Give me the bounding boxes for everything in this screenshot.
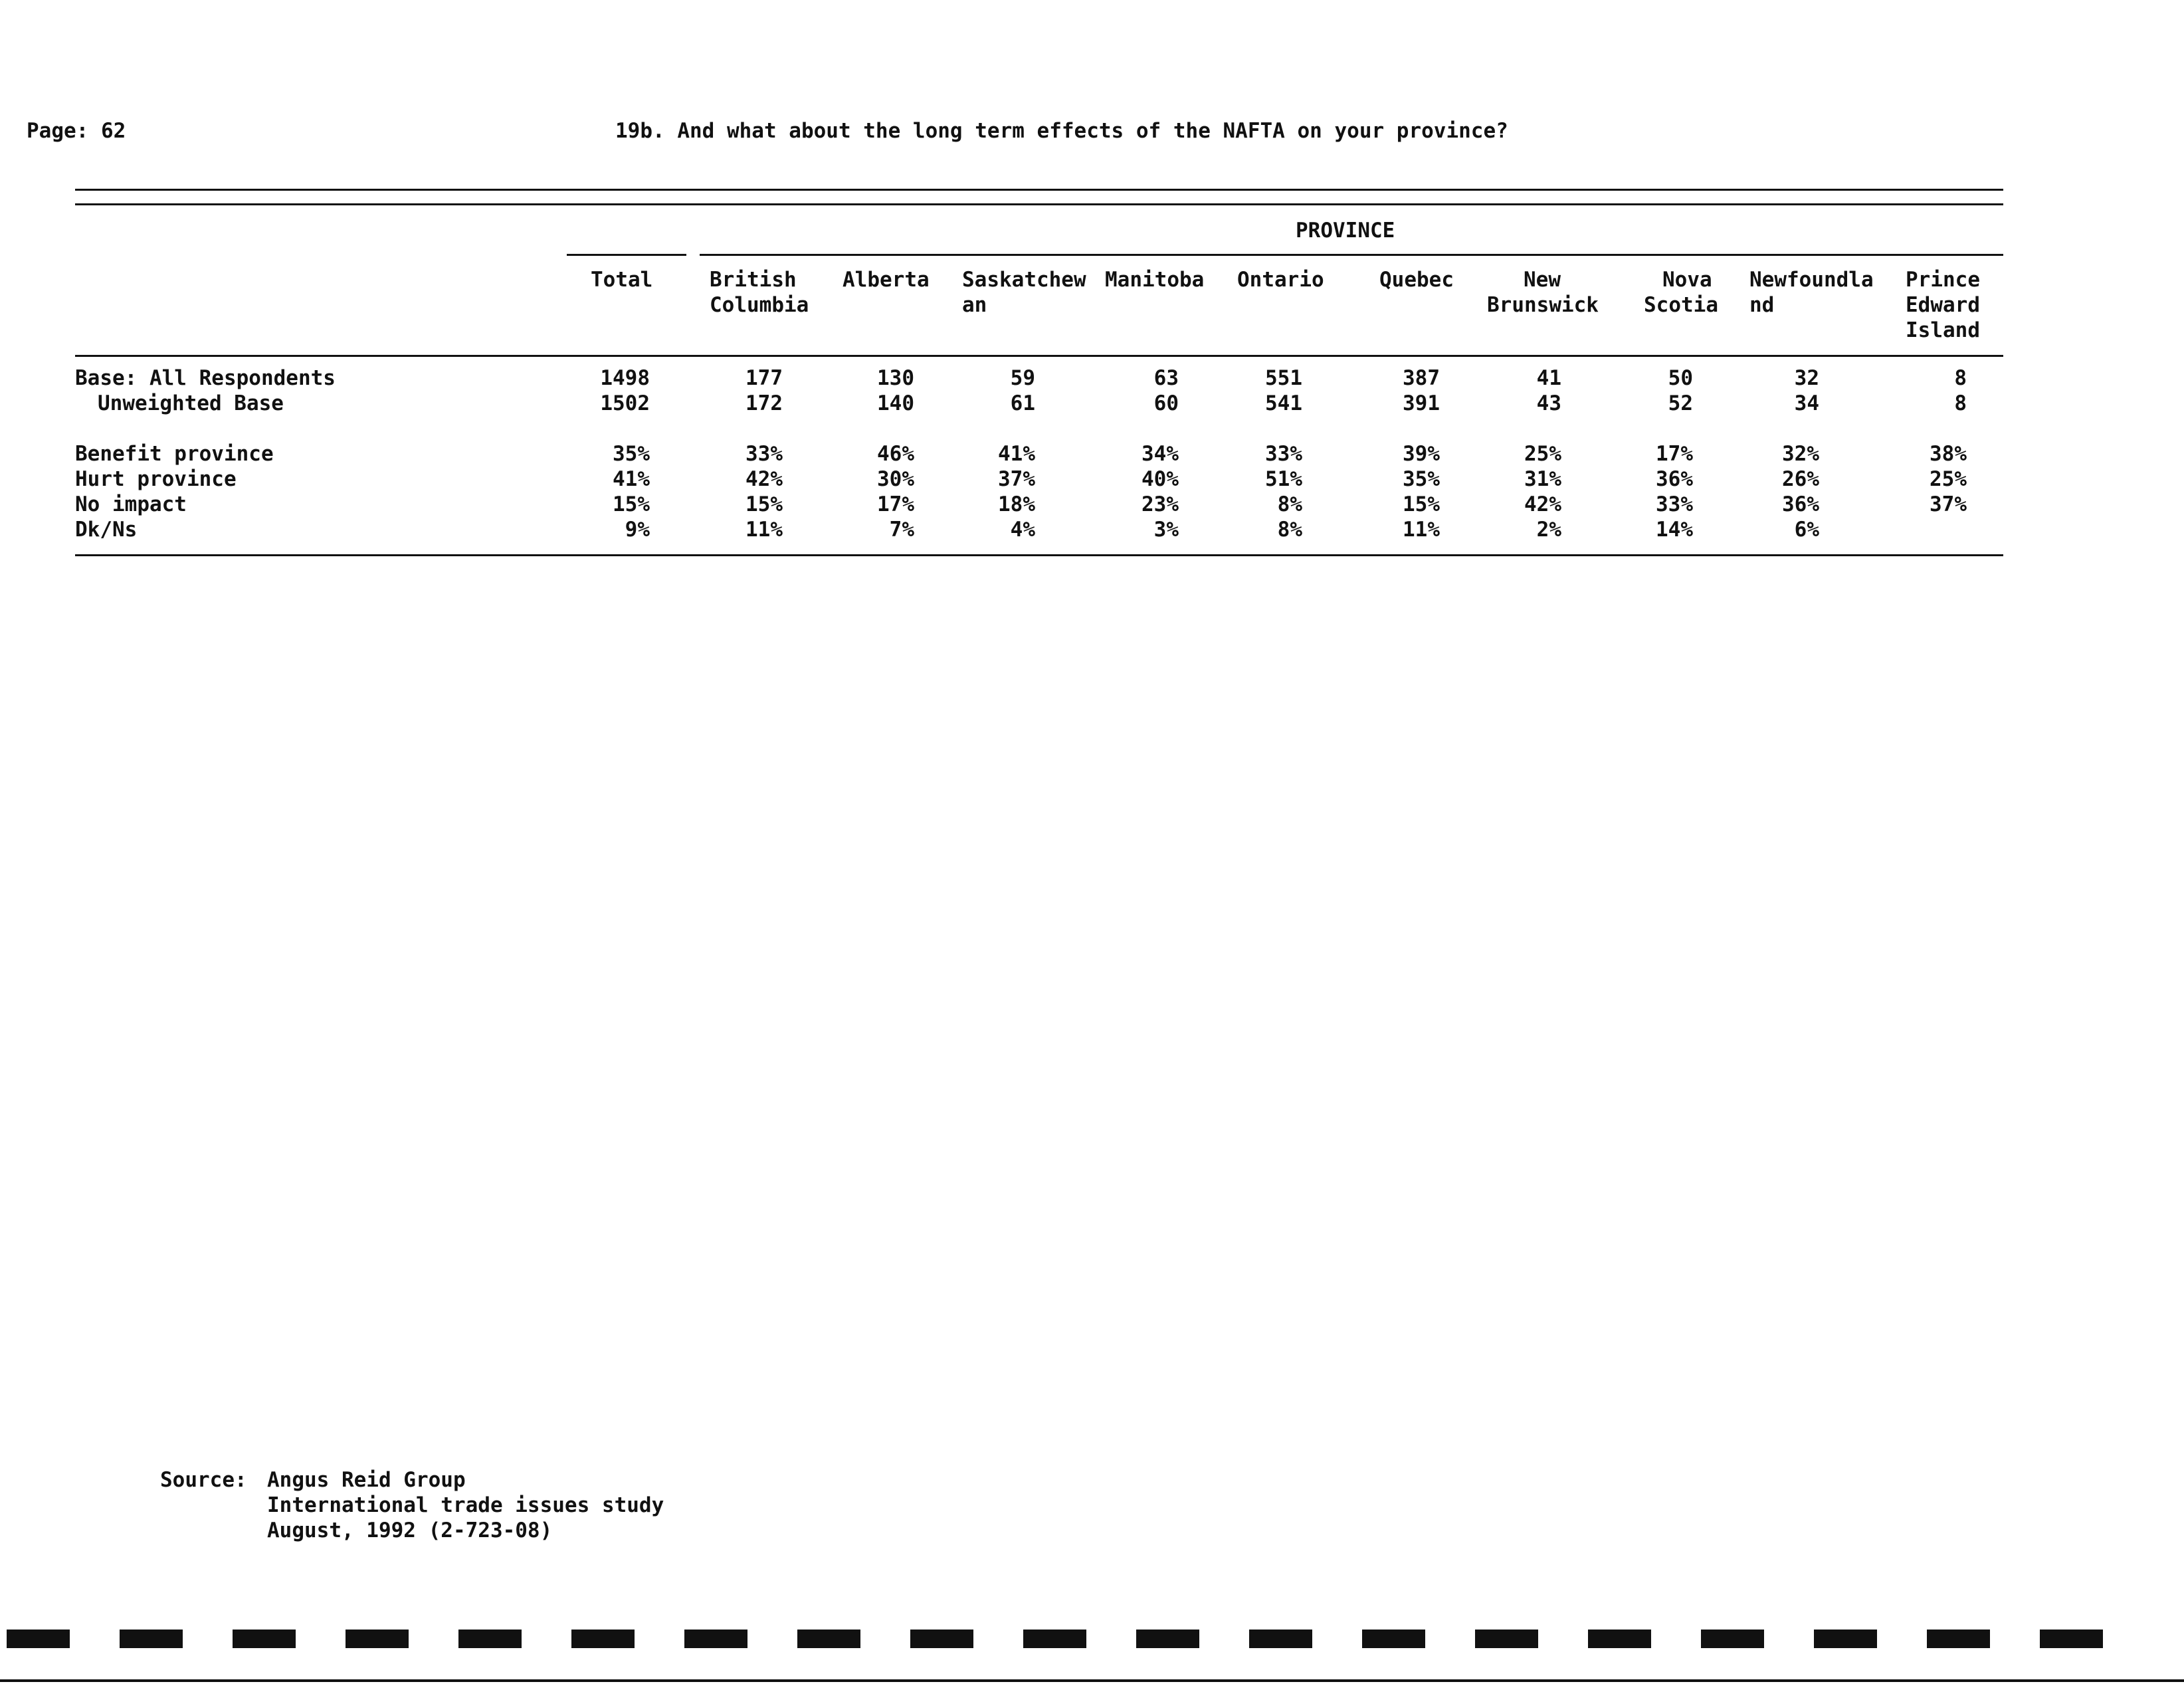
- scan-mark: [797, 1630, 860, 1648]
- table-cell: 35%: [1403, 467, 1440, 491]
- table-cell: 25%: [1524, 442, 1561, 466]
- scan-mark: [1136, 1630, 1199, 1648]
- col-header-alberta: Alberta: [843, 268, 930, 292]
- table-cell: 43: [1536, 391, 1561, 415]
- table-cell: 9%: [625, 518, 650, 542]
- col-header-total: Total: [591, 268, 653, 292]
- col-header-quebec: Quebec: [1379, 268, 1454, 292]
- col-header-nova-scotia-line2: Scotia: [1644, 293, 1718, 317]
- page-number: Page: 62: [27, 119, 126, 143]
- table-cell: 8: [1954, 391, 1967, 415]
- response-row-label: No impact: [75, 492, 187, 516]
- table-cell: 31%: [1524, 467, 1561, 491]
- response-row-label: Dk/Ns: [75, 518, 138, 542]
- scan-mark: [458, 1630, 522, 1648]
- page-bottom-edge: [0, 1679, 2184, 1682]
- table-cell: 41%: [998, 442, 1035, 466]
- table-cell: 63: [1153, 366, 1179, 390]
- table-cell: 35%: [613, 442, 650, 466]
- table-cell: 17%: [877, 492, 914, 516]
- table-cell: 177: [745, 366, 783, 390]
- table-cell: 25%: [1930, 467, 1967, 491]
- table-cell: 41%: [613, 467, 650, 491]
- table-cell: 391: [1403, 391, 1440, 415]
- scan-mark: [120, 1630, 183, 1648]
- col-header-ontario: Ontario: [1237, 268, 1324, 292]
- table-cell: 172: [745, 391, 783, 415]
- base-row-label: Base: All Respondents: [75, 366, 336, 390]
- col-header-new-brunswick: New: [1524, 268, 1561, 292]
- scan-mark: [1927, 1630, 1990, 1648]
- response-row-label: Benefit province: [75, 442, 274, 466]
- table-cell: 1502: [600, 391, 650, 415]
- table-cell: 36%: [1782, 492, 1819, 516]
- table-cell: 46%: [877, 442, 914, 466]
- table-cell: 36%: [1656, 467, 1693, 491]
- table-cell: 1498: [600, 366, 650, 390]
- top-rule-second: [75, 203, 2003, 205]
- col-header-prince-edward-island-line3: Island: [1906, 318, 1980, 342]
- table-cell: 14%: [1656, 518, 1693, 542]
- table-cell: 32: [1794, 366, 1819, 390]
- unweighted-base-row-label: Unweighted Base: [98, 391, 284, 415]
- table-cell: 60: [1153, 391, 1179, 415]
- top-rule: [75, 189, 2003, 191]
- table-cell: 4%: [1010, 518, 1035, 542]
- table-cell: 26%: [1782, 467, 1819, 491]
- scan-mark: [1249, 1630, 1312, 1648]
- table-cell: 33%: [745, 442, 783, 466]
- table-cell: 387: [1403, 366, 1440, 390]
- bottom-rule: [75, 554, 2003, 556]
- table-cell: 34%: [1142, 442, 1179, 466]
- table-cell: 37%: [998, 467, 1035, 491]
- scan-mark: [1814, 1630, 1877, 1648]
- scan-mark: [1023, 1630, 1086, 1648]
- scan-mark: [233, 1630, 296, 1648]
- col-header-newfoundland-line2: nd: [1749, 293, 1775, 317]
- table-cell: 11%: [745, 518, 783, 542]
- table-cell: 42%: [1524, 492, 1561, 516]
- table-cell: 8: [1954, 366, 1967, 390]
- table-cell: 42%: [745, 467, 783, 491]
- table-cell: 32%: [1782, 442, 1819, 466]
- table-cell: 33%: [1656, 492, 1693, 516]
- table-cell: 34: [1794, 391, 1819, 415]
- source-line-1: Angus Reid Group: [267, 1468, 466, 1492]
- col-header-new-brunswick-line2: Brunswick: [1487, 293, 1599, 317]
- table-cell: 7%: [889, 518, 914, 542]
- table-cell: 541: [1265, 391, 1302, 415]
- province-underline: [700, 254, 2003, 256]
- scan-mark: [1362, 1630, 1425, 1648]
- table-cell: 23%: [1142, 492, 1179, 516]
- table-cell: 15%: [745, 492, 783, 516]
- table-cell: 50: [1668, 366, 1693, 390]
- col-header-british-columbia: British: [710, 268, 797, 292]
- table-cell: 30%: [877, 467, 914, 491]
- table-cell: 37%: [1930, 492, 1967, 516]
- table-cell: 51%: [1265, 467, 1302, 491]
- table-cell: 15%: [613, 492, 650, 516]
- source-line-3: August, 1992 (2-723-08): [267, 1519, 553, 1542]
- scan-mark: [346, 1630, 409, 1648]
- total-underline: [567, 254, 686, 256]
- response-row-label: Hurt province: [75, 467, 237, 491]
- scan-mark: [684, 1630, 747, 1648]
- table-cell: 18%: [998, 492, 1035, 516]
- col-header-newfoundland: Newfoundla: [1749, 268, 1874, 292]
- table-cell: 11%: [1403, 518, 1440, 542]
- table-cell: 130: [877, 366, 914, 390]
- col-header-manitoba: Manitoba: [1105, 268, 1205, 292]
- scan-mark: [910, 1630, 973, 1648]
- table-cell: 52: [1668, 391, 1693, 415]
- col-header-british-columbia-line2: Columbia: [710, 293, 809, 317]
- question-title: 19b. And what about the long term effects of the NAFTA on your province?: [615, 119, 1508, 143]
- table-cell: 8%: [1277, 518, 1302, 542]
- table-cell: 2%: [1536, 518, 1561, 542]
- source-label: Source:: [160, 1468, 247, 1492]
- scan-mark: [7, 1630, 70, 1648]
- table-cell: 33%: [1265, 442, 1302, 466]
- table-cell: 59: [1010, 366, 1035, 390]
- table-cell: 140: [877, 391, 914, 415]
- scan-mark: [1588, 1630, 1651, 1648]
- table-cell: 551: [1265, 366, 1302, 390]
- header-rule: [75, 355, 2003, 357]
- col-header-saskatchewan: Saskatchew: [962, 268, 1086, 292]
- table-cell: 8%: [1277, 492, 1302, 516]
- scan-mark: [1701, 1630, 1764, 1648]
- scan-mark: [2040, 1630, 2103, 1648]
- table-cell: 17%: [1656, 442, 1693, 466]
- col-header-prince-edward-island: Prince: [1906, 268, 1980, 292]
- table-cell: 15%: [1403, 492, 1440, 516]
- col-header-saskatchewan-line2: an: [962, 293, 987, 317]
- source-line-2: International trade issues study: [267, 1493, 664, 1517]
- banner-province: PROVINCE: [1296, 219, 1395, 243]
- table-cell: 41: [1536, 366, 1561, 390]
- table-cell: 40%: [1142, 467, 1179, 491]
- table-cell: 38%: [1930, 442, 1967, 466]
- table-cell: 39%: [1403, 442, 1440, 466]
- table-cell: 6%: [1794, 518, 1819, 542]
- table-cell: 61: [1010, 391, 1035, 415]
- col-header-prince-edward-island-line2: Edward: [1906, 293, 1980, 317]
- scan-mark: [571, 1630, 635, 1648]
- col-header-nova-scotia: Nova: [1662, 268, 1712, 292]
- table-cell: 3%: [1153, 518, 1179, 542]
- scan-mark: [1475, 1630, 1538, 1648]
